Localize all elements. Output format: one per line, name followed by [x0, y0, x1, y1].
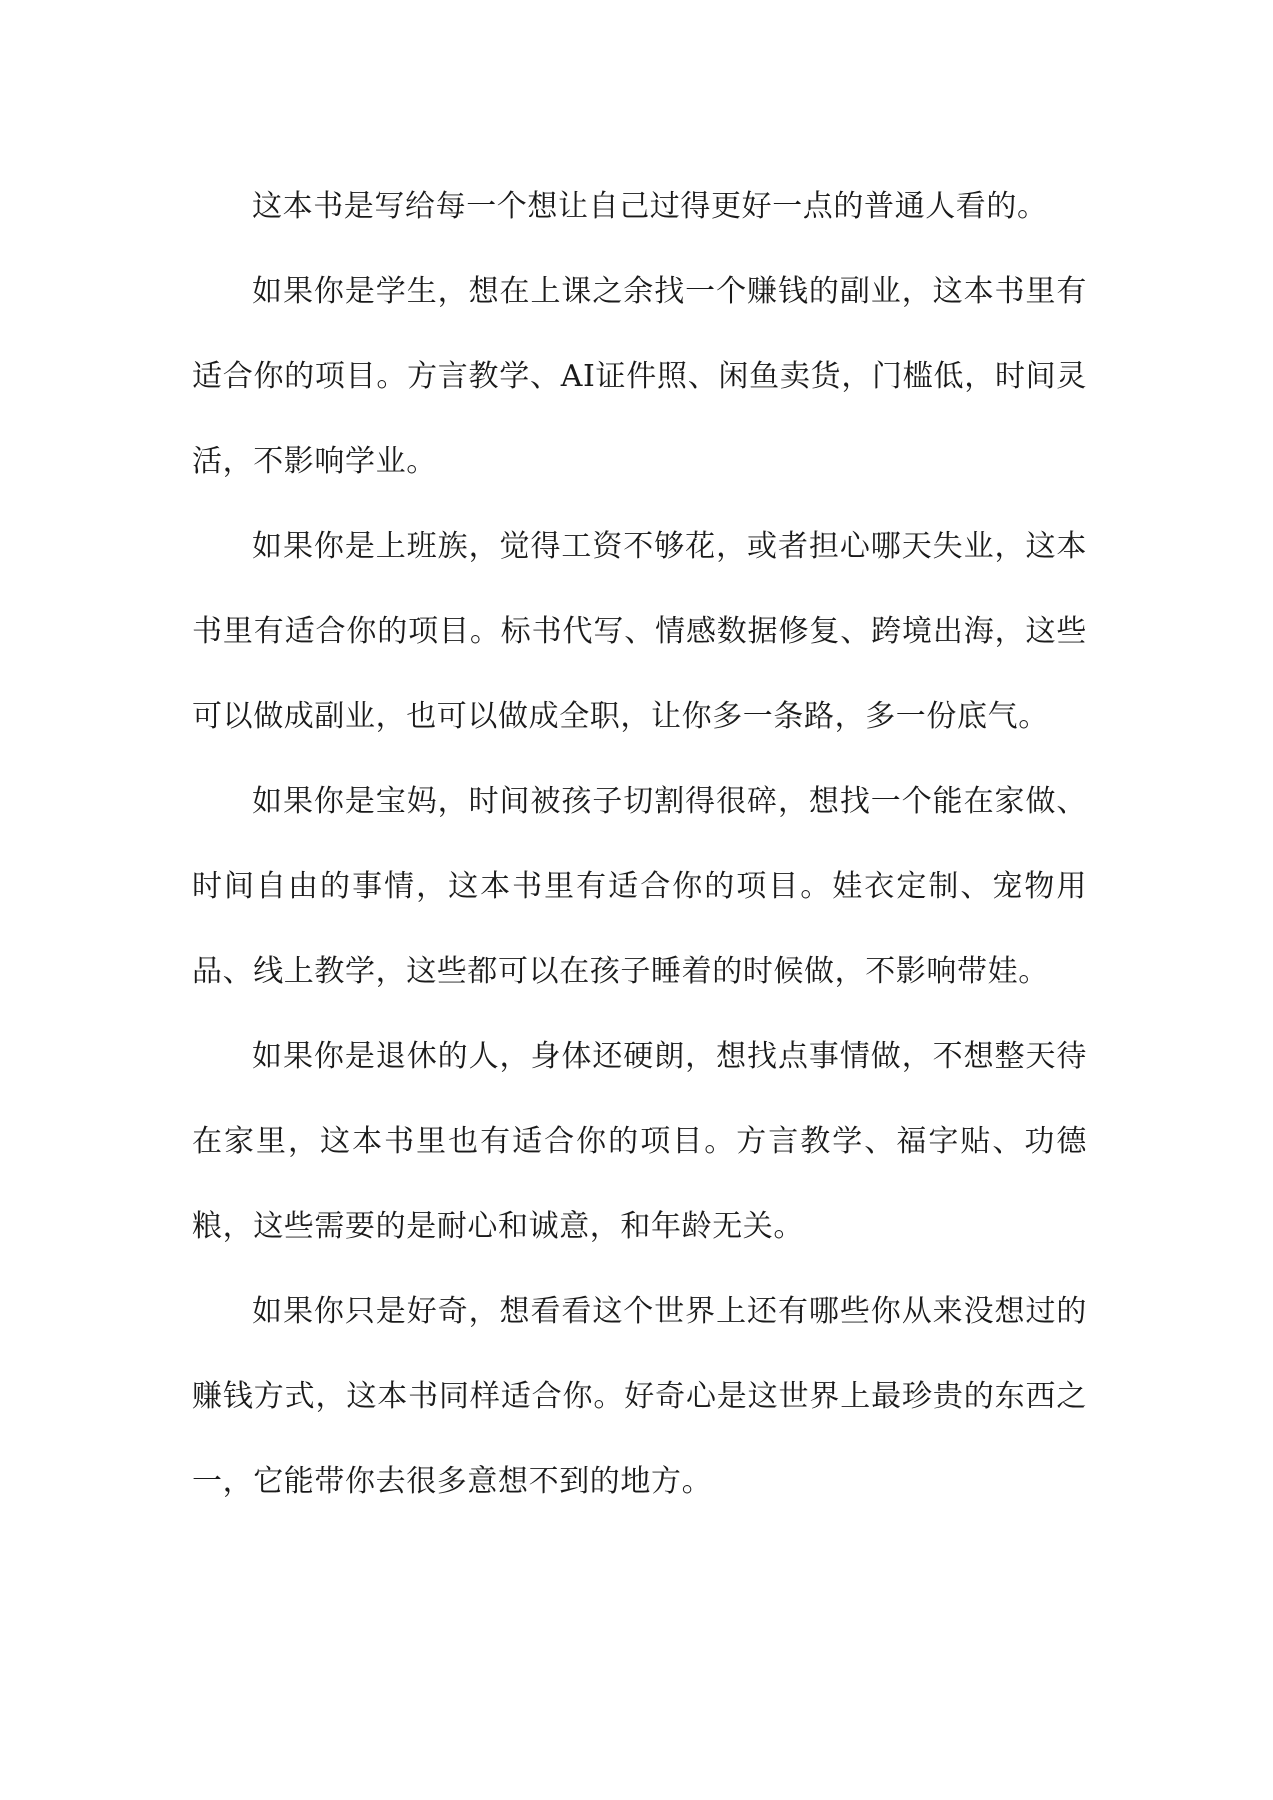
paragraph-students: 如果你是学生，想在上课之余找一个赚钱的副业，这本书里有适合你的项目。方言教学、AI证件照、闲鱼卖货，门槛低，时间灵活，不影响学业。	[192, 274, 1087, 479]
paragraph-intro: 这本书是写给每一个想让自己过得更好一点的普通人看的。	[252, 189, 1048, 224]
paragraph-curious: 如果你只是好奇，想看看这个世界上还有哪些你从来没想过的赚钱方式，这本书同样适合你。好奇心是这世界上最珍贵的东西之一，它能带你去很多意想不到的地方。	[192, 1294, 1087, 1499]
paragraph-mothers: 如果你是宝妈，时间被孩子切割得很碎，想找一个能在家做、时间自由的事情，这本书里有适合你的项目。娃衣定制、宠物用品、线上教学，这些都可以在孩子睡着的时候做，不影响带娃。	[192, 784, 1087, 989]
paragraph-office-workers: 如果你是上班族，觉得工资不够花，或者担心哪天失业，这本书里有适合你的项目。标书代写、情感数据修复、跨境出海，这些可以做成副业，也可以做成全职，让你多一条路，多一份底气。	[192, 529, 1087, 734]
document-body	[192, 164, 1087, 1524]
paragraph-retirees: 如果你是退休的人，身体还硬朗，想找点事情做，不想整天待在家里，这本书里也有适合你的项目。方言教学、福字贴、功德粮，这些需要的是耐心和诚意，和年龄无关。	[192, 1039, 1087, 1244]
